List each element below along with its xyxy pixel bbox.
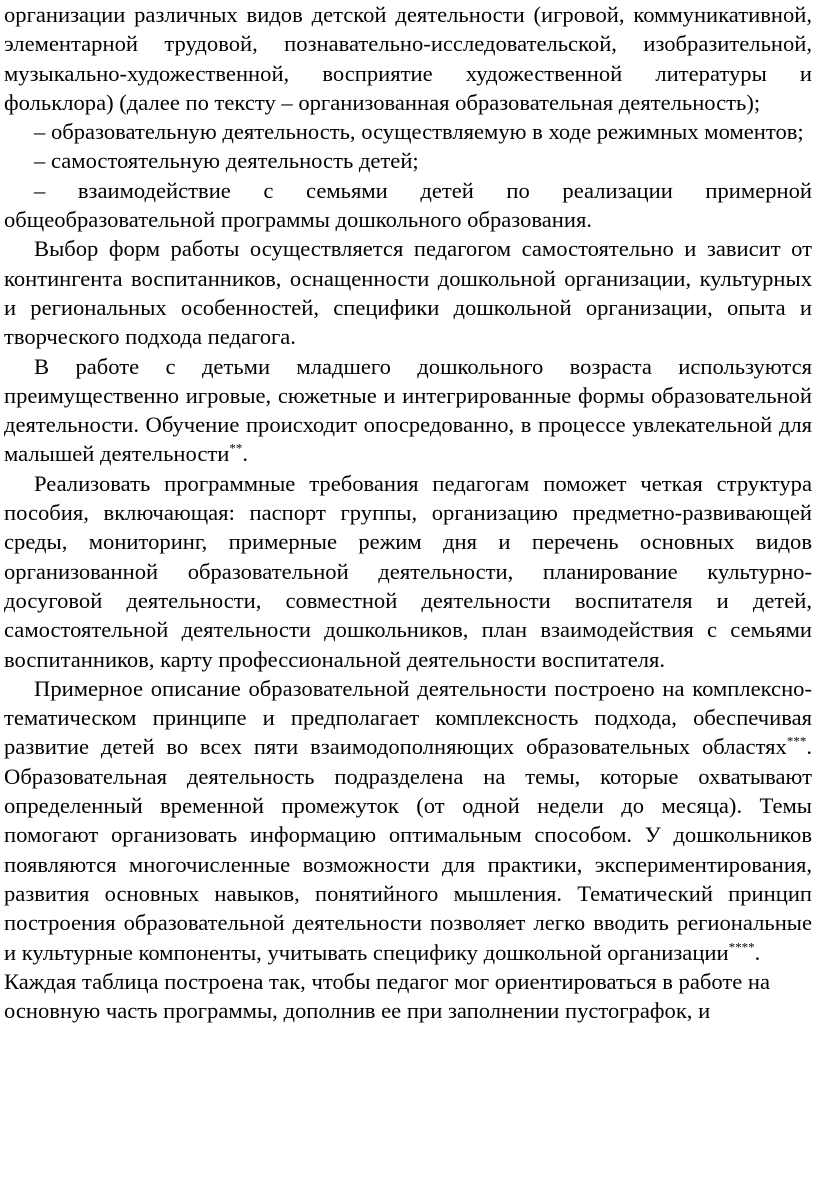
paragraph-text: организации различных видов детской деятельности (игровой, коммуникативной, элементарной трудовой, познавательно-исследовательской, изобразительной, музыкально-художественной, восприятие художественной литературы и фольклора) (далее по тексту – организованная образовательная деятельность); — [4, 2, 812, 115]
paragraph-thematic-principle — [4, 674, 812, 967]
paragraph-text: Каждая таблица построена так, чтобы педагог мог ориентироваться в работе на основную часть программы, дополнив ее при заполнении пустографок, и — [4, 968, 771, 1024]
paragraph-text-continued: . Образовательная деятельность подразделена на темы, которые охватывают определенный временной промежуток (от одной недели до месяца). Темы помогают организовать информацию оптимальным способом. У дошкольников появляются многочисленные возможности для практики, экспериментирования, развития основных навыков, понятийного мышления. Тематический принцип построения образовательной деятельности позволяет легко вводить региональные и культурные компоненты, учитывать специфику дошкольной организации — [4, 734, 812, 965]
footnote-mark: *** — [786, 733, 807, 749]
list-item-regime-moments — [4, 117, 812, 146]
paragraph-activity-types — [4, 0, 812, 117]
paragraph-text-end: . — [242, 441, 248, 467]
paragraph-structure — [4, 469, 812, 674]
paragraph-younger-age — [4, 352, 812, 469]
paragraph-text: Примерное описание образовательной деятельности построено на комплексно-тематическом принципе и предполагает комплексность подхода, обеспечивая развитие детей во всех пяти взаимодополняющих образовательных областях — [4, 675, 812, 760]
paragraph-text: – взаимодействие с семьями детей по реализации примерной общеобразовательной программы дошкольного образования. — [4, 177, 812, 233]
list-item-family-interaction — [4, 176, 812, 235]
list-item-independent-activity — [4, 146, 812, 175]
footnote-mark: **** — [728, 938, 755, 954]
paragraph-text: Выбор форм работы осуществляется педагогом самостоятельно и зависит от контингента воспитанников, оснащенности дошкольной организации, культурных и региональных особенностей, специфики дошкольной организации, опыта и творческого подхода педагога. — [4, 236, 812, 350]
paragraph-tables — [4, 967, 812, 1026]
paragraph-text-end: . — [754, 939, 761, 965]
paragraph-text: В работе с детьми младшего дошкольного возраста используются преимущественно игровые, сюжетные и интегрированные формы образовательной деятельности. Обучение происходит опосредованно, в процессе увлекательной для малышей деятельности — [4, 353, 812, 467]
paragraph-text: Реализовать программные требования педагогам поможет четкая структура пособия, включающая: паспорт группы, организацию предметно-развивающей среды, мониторинг, примерные режим дня и перечень основных видов организованной образовательной деятельности, планирование культурно-досуговой деятельности, совместной деятельности воспитателя и детей, самостоятельной деятельности дошкольников, план взаимодействия с семьями воспитанников, карту профессиональной деятельности воспитателя. — [4, 470, 812, 672]
footnote-mark: ** — [229, 440, 243, 456]
paragraph-form-choice — [4, 234, 812, 351]
paragraph-text: – образовательную деятельность, осуществляемую в ходе режимных моментов; — [34, 119, 804, 145]
paragraph-text: – самостоятельную деятельность детей; — [34, 148, 419, 174]
